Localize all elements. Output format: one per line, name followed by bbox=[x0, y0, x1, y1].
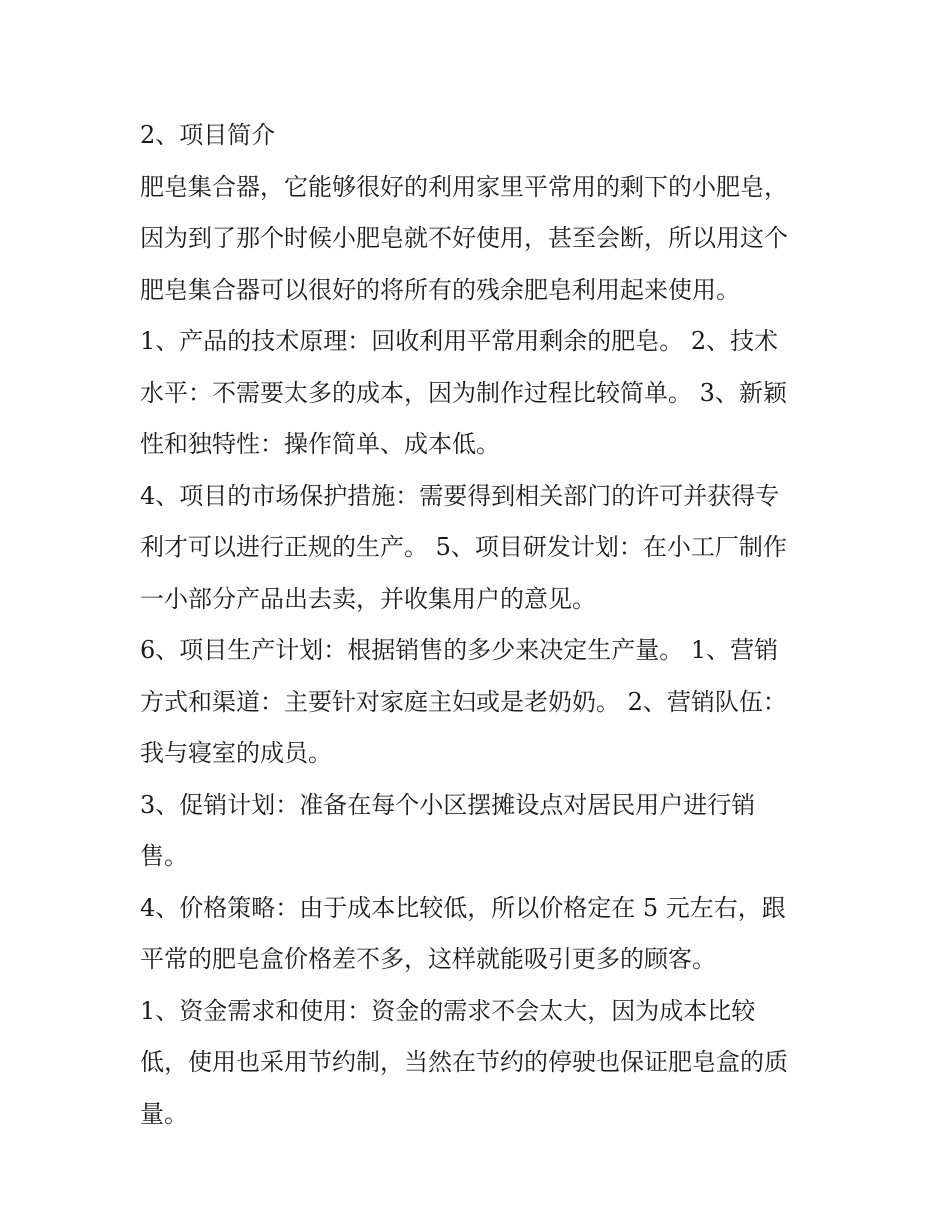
text-line: 肥皂集合器可以很好的将所有的残余肥皂利用起来使用。 bbox=[140, 275, 740, 304]
text-line: 1、产品的技术原理：回收利用平常用剩余的肥皂。 2、技术 bbox=[140, 327, 779, 355]
text-line: 4、项目的市场保护措施：需要得到相关部门的许可并获得专 bbox=[140, 481, 780, 510]
text-line: 水平：不需要太多的成本，因为制作过程比较简单。 3、新颖 bbox=[140, 378, 787, 407]
paragraph-funding bbox=[140, 986, 820, 1141]
text-line: 量。 bbox=[140, 1099, 188, 1128]
text-line: 4、价格策略：由于成本比较低，所以价格定在 5 元左右，跟 bbox=[140, 893, 786, 922]
text-line: 低，使用也采用节约制，当然在节约的停驶也保证肥皂盒的质 bbox=[140, 1048, 788, 1076]
text-line: 1、资金需求和使用：资金的需求不会太大，因为成本比较 bbox=[140, 996, 756, 1025]
text-line: 因为到了那个时候小肥皂就不好使用，甚至会断，所以用这个 bbox=[140, 224, 788, 252]
text-line: 平常的肥皂盒价格差不多，这样就能吸引更多的顾客。 bbox=[140, 945, 716, 973]
text-line: 我与寝室的成员。 bbox=[140, 739, 332, 767]
text-line: 3、促销计划：准备在每个小区摆摊设点对居民用户进行销 bbox=[140, 790, 756, 819]
paragraph-production-plan bbox=[140, 625, 820, 780]
text-line: 一小部分产品出去卖，并收集用户的意见。 bbox=[140, 584, 596, 613]
heading-text: 2、项目简介 bbox=[140, 121, 276, 149]
paragraph-pricing bbox=[140, 883, 820, 986]
paragraph-technology bbox=[140, 316, 820, 471]
text-line: 肥皂集合器，它能够很好的利用家里平常用的剩下的小肥皂， bbox=[140, 172, 788, 201]
text-line: 利才可以进行正规的生产。 5、项目研发计划：在小工厂制作 bbox=[140, 533, 787, 561]
text-line: 性和独特性：操作简单、成本低。 bbox=[140, 430, 500, 458]
text-line: 6、项目生产计划：根据销售的多少来决定生产量。 1、营销 bbox=[140, 636, 779, 664]
section-heading bbox=[140, 110, 820, 162]
document-body bbox=[140, 110, 820, 1140]
paragraph-market-protection bbox=[140, 471, 820, 626]
paragraph-promotion bbox=[140, 780, 820, 883]
paragraph-intro bbox=[140, 162, 820, 317]
text-line: 售。 bbox=[140, 842, 188, 870]
text-line: 方式和渠道：主要针对家庭主妇或是老奶奶。 2、营销队伍： bbox=[140, 687, 787, 716]
